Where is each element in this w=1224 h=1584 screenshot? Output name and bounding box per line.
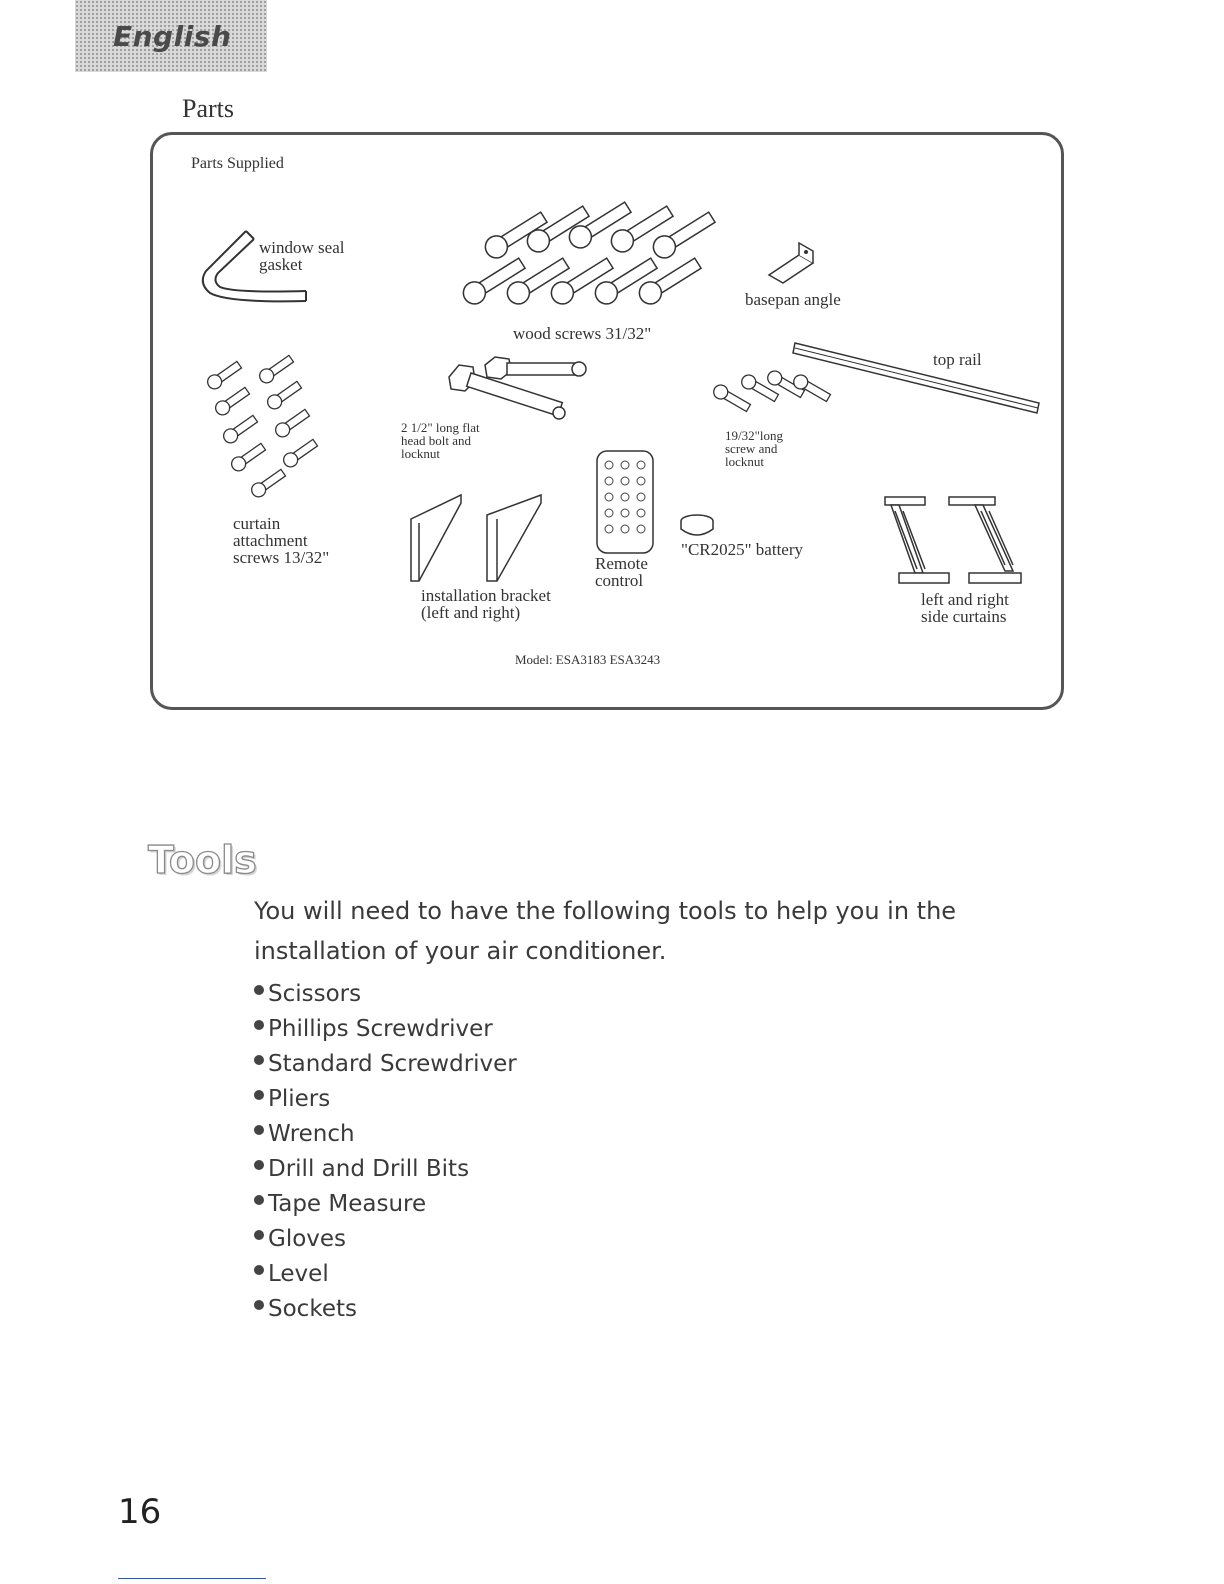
bullet-icon <box>254 1230 264 1240</box>
remote-control-label: Remote control <box>595 554 648 590</box>
tools-list-item <box>254 1187 517 1222</box>
tool-label: Phillips Screwdriver <box>268 1016 493 1042</box>
bullet-icon <box>254 1020 264 1030</box>
tool-label: Wrench <box>268 1121 355 1147</box>
language-tab <box>75 0 267 72</box>
bullet-icon <box>254 1265 264 1275</box>
basepan-angle-label: basepan angle <box>745 290 841 309</box>
tool-label: Gloves <box>268 1226 347 1252</box>
installation-bracket-label: installation bracket (left and right) <box>421 586 551 622</box>
tool-label: Sockets <box>268 1296 357 1322</box>
top-rail-label: top rail <box>933 350 982 369</box>
bullet-icon <box>254 1055 264 1065</box>
tool-label: Scissors <box>268 981 362 1007</box>
tools-list-item <box>254 977 517 1012</box>
language-tab-label: English <box>113 20 232 53</box>
tools-list-item <box>254 1012 517 1047</box>
tools-list-item <box>254 1292 517 1327</box>
footer-rule <box>118 1578 266 1579</box>
bullet-icon <box>254 1125 264 1135</box>
curtain-screws-label: curtain attachment screws 13/32" <box>233 514 330 567</box>
tools-heading: Tools <box>148 838 257 882</box>
tool-label: Standard Screwdriver <box>268 1051 517 1077</box>
tool-label: Level <box>268 1261 329 1287</box>
long-screw-illustration <box>711 371 831 427</box>
installation-bracket-illustration <box>405 489 555 585</box>
parts-heading: Parts <box>182 94 234 123</box>
tool-label: Tape Measure <box>268 1191 427 1217</box>
bullet-icon <box>254 1195 264 1205</box>
tools-intro: You will need to have the following tools to help you in the installation of your air conditioner. <box>254 897 957 965</box>
tools-list-item <box>254 1082 517 1117</box>
battery-label: "CR2025" battery <box>681 540 804 559</box>
side-curtains-label: left and right side curtains <box>921 590 1009 626</box>
bullet-icon <box>254 1160 264 1170</box>
curtain-screws-illustration <box>193 353 323 503</box>
head-bolt-label: 2 1/2" long flat head bolt and locknut <box>401 420 480 461</box>
tools-list-item <box>254 1047 517 1082</box>
model-label: Model: ESA3183 ESA3243 <box>515 652 661 667</box>
wood-screws-label: wood screws 31/32" <box>513 324 652 343</box>
side-curtains-illustration <box>879 493 1027 589</box>
parts-box-title: Parts Supplied <box>191 155 284 172</box>
tools-list-item <box>254 1152 517 1187</box>
tools-list-item <box>254 1117 517 1152</box>
basepan-angle-illustration <box>763 241 823 291</box>
tools-list-item <box>254 1257 517 1292</box>
battery-illustration <box>677 513 717 539</box>
tool-label: Drill and Drill Bits <box>268 1156 470 1182</box>
bullet-icon <box>254 1300 264 1310</box>
tools-list <box>254 977 517 1327</box>
remote-control-illustration <box>595 449 655 555</box>
bullet-icon <box>254 1090 264 1100</box>
long-screw-label: 19/32"long screw and locknut <box>725 428 784 469</box>
bullet-icon <box>254 985 264 995</box>
tools-list-item <box>254 1222 517 1257</box>
parts-supplied-box <box>150 132 1064 710</box>
page-number: 16 <box>118 1492 162 1532</box>
tool-label: Pliers <box>268 1086 331 1112</box>
wood-screws-illustration <box>453 209 733 321</box>
window-seal-gasket-label: window seal gasket <box>259 238 345 274</box>
